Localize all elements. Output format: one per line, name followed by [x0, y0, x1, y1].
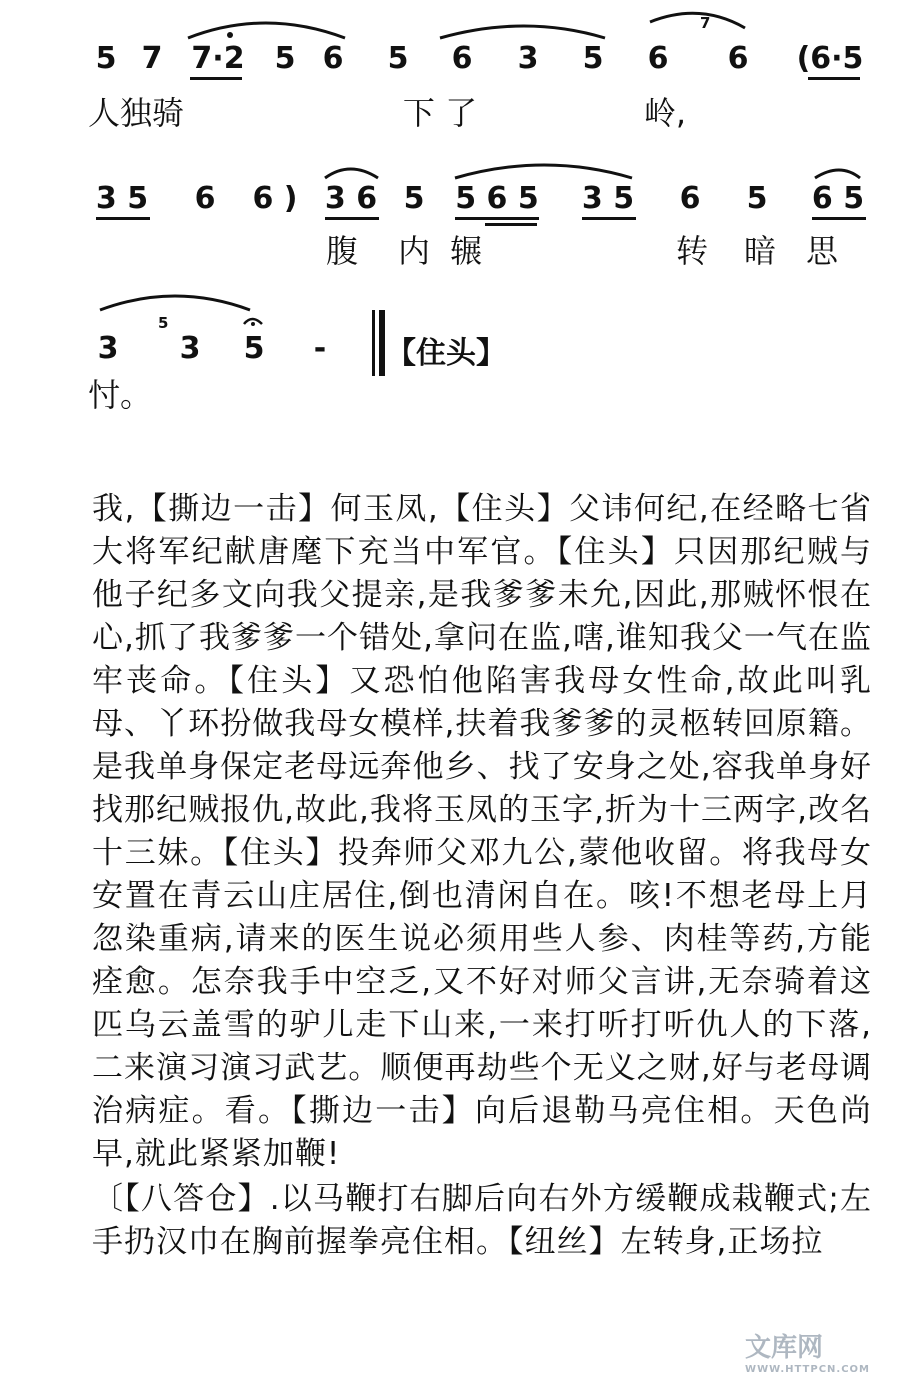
note: 6	[679, 181, 701, 216]
note: -	[313, 331, 327, 366]
beam-line	[96, 217, 150, 220]
note: 3	[179, 331, 201, 366]
beam-line	[190, 77, 242, 80]
grace-note: 5	[158, 314, 169, 332]
lyric: 人独骑	[88, 94, 185, 132]
note: 6	[322, 41, 344, 76]
slur-arcs	[0, 0, 900, 440]
note: 5	[95, 41, 117, 76]
lyric: 下 了	[402, 94, 478, 132]
beam-line	[455, 217, 539, 220]
note: 5	[403, 181, 425, 216]
beam-line	[582, 217, 636, 220]
watermark	[745, 1327, 870, 1375]
jianpu-score	[0, 0, 900, 440]
lyric: 内	[397, 232, 431, 270]
note: 3 6	[324, 181, 378, 216]
percussion-tag: 【住头】	[386, 336, 506, 371]
note: 5	[243, 331, 265, 366]
note: 5	[582, 41, 604, 76]
note: 6	[451, 41, 473, 76]
note: 3	[97, 331, 119, 366]
beam-line	[808, 77, 860, 80]
note: 5 6 5	[455, 181, 539, 216]
paragraph: 〔【八答仓】.以马鞭打右脚后向右外方缓鞭成栽鞭式;左手扔汉巾在胸前握拳亮住相。【纽丝】左转身,正场拉	[92, 1181, 872, 1260]
note: (6·5	[796, 41, 864, 76]
double-barline-thick	[379, 310, 385, 376]
note: 3 5	[581, 181, 635, 216]
lyric: 岭,	[643, 94, 687, 132]
note: 3 5	[95, 181, 149, 216]
dialogue-text	[92, 488, 872, 1264]
lyric: 腹	[325, 232, 359, 270]
note: 3	[517, 41, 539, 76]
beam-line	[485, 223, 537, 226]
watermark-text: 文库网	[745, 1333, 824, 1363]
note: 6	[647, 41, 669, 76]
lyric: 思	[805, 232, 839, 270]
note: 7·2	[191, 41, 245, 76]
watermark-url: WWW.HTTPCN.COM	[745, 1364, 870, 1375]
beam-line	[325, 217, 379, 220]
note: 5	[746, 181, 768, 216]
double-barline	[372, 310, 375, 376]
note: 5	[274, 41, 296, 76]
note: 7	[141, 41, 163, 76]
note: 6	[194, 181, 216, 216]
beam-line	[812, 217, 866, 220]
paragraph: 我,【撕边一击】何玉凤,【住头】父讳何纪,在经略七省大将军纪献唐麾下充当中军官。【住头】只因那纪贼与他子纪多文向我父提亲,是我爹爹未允,因此,那贼怀恨在心,抓了我爹爹一个错处,拿问在监,嗐,谁知我父一气在监牢丧命。【住头】又恐怕他陷害我母女性命,故此叫乳母、丫环扮做我母女模样,扶着我爹爹的灵柩转回原籍。是我单身保定老母远奔他乡、找了安身之处,容我单身好找那纪贼报仇,故此,我将玉凤的玉字,折为十三两字,改名十三妹。【住头】投奔师父邓九公,蒙他收留。将我母女安置在青云山庄居住,倒也清闲自在。咳!不想老母上月忽染重病,请来的医生说必须用些人参、肉桂等药,方能痊愈。怎奈我手中空乏,又不好对师父言讲,无奈骑着这匹乌云盖雪的驴儿走下山来,一来打听打听仇人的下落,二来演习演习武艺。顺便再劫些个无义之财,好与老母调治病症。看。【撕边一击】向后退勒马亮住相。天色尚早,就此紧紧加鞭!	[92, 491, 872, 1172]
lyric: 转	[675, 232, 709, 270]
lyric: 辗	[449, 232, 483, 270]
octave-dot	[227, 32, 233, 38]
lyric: 暗	[743, 232, 777, 270]
lyric: 忖。	[88, 376, 153, 414]
note: 6	[727, 41, 749, 76]
note: 6 )	[252, 181, 298, 216]
note: 5	[387, 41, 409, 76]
grace-note: 7	[700, 14, 711, 32]
note: 6 5	[811, 181, 865, 216]
